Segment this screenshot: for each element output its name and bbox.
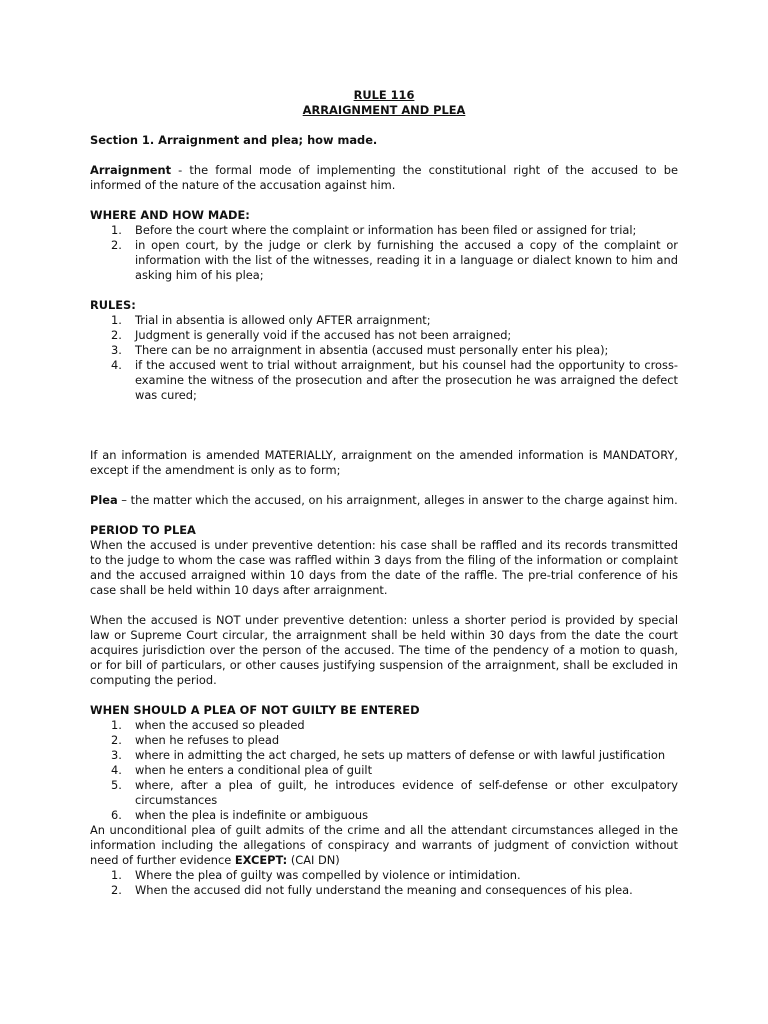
list-item [90, 313, 678, 328]
period-no-detention-paragraph: When the accused is NOT under preventive detention: unless a shorter period is provided by special law or Supreme Court circular, the arraignment shall be held within 30 days from the date the court acquires jurisdiction over the person of the accused. The time of the pendency of a motion to quash, or for bill of particulars, or other causes justifying suspension of the arraignment, shall be excluded in computing the period. [90, 613, 678, 687]
list-item [90, 358, 678, 403]
list-text: When the accused did not fully understand the meaning and consequences of his plea. [135, 883, 633, 897]
rules-list [90, 313, 678, 403]
arraignment-term: Arraignment [90, 163, 172, 177]
list-number: 1. [111, 868, 122, 882]
list-number: 2. [111, 883, 122, 897]
list-text: in open court, by the judge or clerk by furnishing the accused a copy of the complaint or information with the list of the witnesses, reading it in a language or dialect known to him and asking him of his plea; [135, 238, 678, 282]
list-text: There can be no arraignment in absentia (accused must personally enter his plea); [135, 343, 609, 357]
list-number: 3. [111, 748, 122, 762]
list-text: if the accused went to trial without arraignment, but his counsel had the opportunity to cross-examine the witness of the prosecution and after the prosecution he was arraigned the defect was cured; [135, 358, 678, 402]
list-text: where in admitting the act charged, he sets up matters of defense or with lawful justification [135, 748, 666, 762]
list-text: when he refuses to plead [135, 733, 280, 747]
list-item [90, 763, 678, 778]
list-number: 1. [111, 313, 122, 327]
list-text: where, after a plea of guilt, he introduces evidence of self-defense or other exculpatory circumstances [135, 778, 678, 807]
list-number: 1. [111, 718, 122, 732]
list-item [90, 868, 678, 883]
document-title-subject: ARRAIGNMENT AND PLEA [302, 103, 466, 117]
list-item [90, 223, 678, 238]
list-item [90, 778, 678, 808]
unconditional-text: An unconditional plea of guilt admits of the crime and all the attendant circumstances alleged in the information including the allegations of conspiracy and warrants of judgment of conviction without need of further evidence [90, 823, 678, 867]
list-number: 2. [111, 733, 122, 747]
list-item [90, 343, 678, 358]
arraignment-text: - the formal mode of implementing the constitutional right of the accused to be informed of the nature of the accusation against him. [90, 163, 678, 192]
period-heading: PERIOD TO PLEA [90, 523, 196, 537]
list-text: Where the plea of guilty was compelled by violence or intimidation. [135, 868, 521, 882]
list-text: Trial in absentia is allowed only AFTER arraignment; [135, 313, 431, 327]
list-number: 6. [111, 808, 122, 822]
plea-definition [90, 493, 678, 508]
list-text: Judgment is generally void if the accused has not been arraigned; [135, 328, 512, 342]
where-how-heading: WHERE AND HOW MADE: [90, 208, 250, 222]
rules-heading: RULES: [90, 298, 136, 312]
plea-term: Plea [90, 493, 118, 507]
amended-information-paragraph: If an information is amended MATERIALLY, arraignment on the amended information is MANDATORY, except if the amendment is only as to form; [90, 448, 678, 477]
list-text: when the accused so pleaded [135, 718, 305, 732]
document-page [90, 88, 678, 898]
list-item [90, 883, 678, 898]
list-number: 1. [111, 223, 122, 237]
list-number: 2. [111, 328, 122, 342]
list-number: 4. [111, 358, 122, 372]
list-item [90, 748, 678, 763]
except-label: EXCEPT: [234, 853, 288, 867]
list-item [90, 808, 678, 823]
except-tail: (CAI DN) [287, 853, 340, 867]
list-text: when he enters a conditional plea of guilt [135, 763, 373, 777]
plea-text: – the matter which the accused, on his arraignment, alleges in answer to the charge against him. [117, 493, 678, 507]
arraignment-definition [90, 163, 678, 193]
list-number: 3. [111, 343, 122, 357]
document-title-rule: RULE 116 [353, 88, 415, 102]
period-detention-paragraph: When the accused is under preventive detention: his case shall be raffled and its records transmitted to the judge to whom the case was raffled within 3 days from the filing of the information or complaint and the accused arraigned within 10 days from the date of the raffle. The pre-trial conference of his case shall be held within 10 days after arraignment. [90, 538, 678, 597]
unconditional-plea-paragraph [90, 823, 678, 868]
list-text: Before the court where the complaint or information has been filed or assigned for trial; [135, 223, 637, 237]
where-how-list [90, 223, 678, 283]
list-item [90, 718, 678, 733]
not-guilty-heading: WHEN SHOULD A PLEA OF NOT GUILTY BE ENTERED [90, 703, 420, 717]
section-1-heading: Section 1. Arraignment and plea; how made. [90, 133, 378, 147]
list-item [90, 328, 678, 343]
list-item [90, 733, 678, 748]
list-number: 4. [111, 763, 122, 777]
list-number: 5. [111, 778, 122, 792]
list-number: 2. [111, 238, 122, 252]
list-item [90, 238, 678, 283]
list-text: when the plea is indefinite or ambiguous [135, 808, 369, 822]
not-guilty-list [90, 718, 678, 823]
exceptions-list [90, 868, 678, 898]
